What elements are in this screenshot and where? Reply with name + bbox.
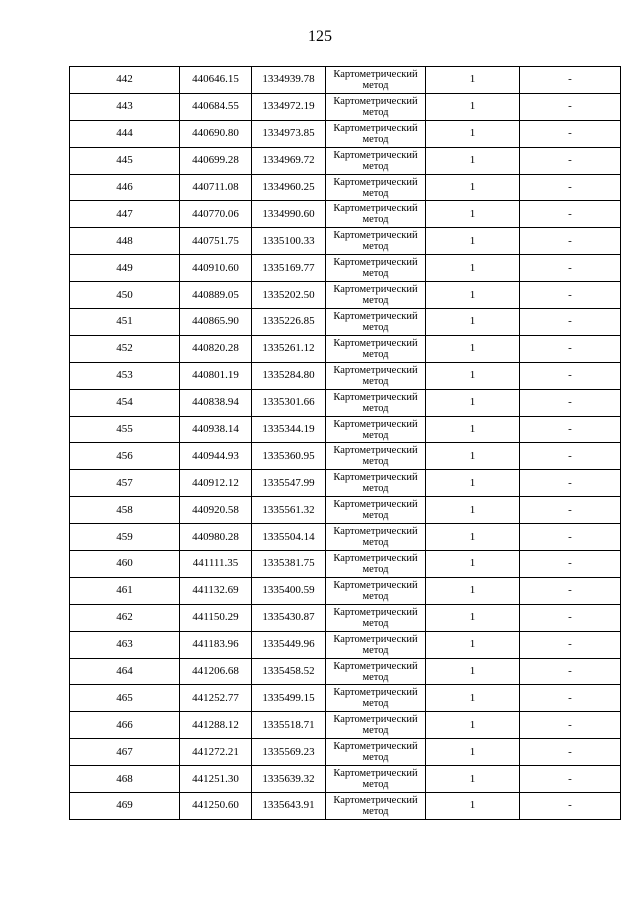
y-coordinate-cell: 1334990.60	[252, 201, 326, 228]
x-coordinate-cell: 440690.80	[180, 120, 252, 147]
method-cell: Картометрический метод	[326, 524, 426, 551]
method-cell: Картометрический метод	[326, 228, 426, 255]
note-cell: -	[520, 577, 621, 604]
method-cell: Картометрический метод	[326, 93, 426, 120]
note-cell: -	[520, 658, 621, 685]
x-coordinate-cell: 441132.69	[180, 577, 252, 604]
note-cell: -	[520, 174, 621, 201]
method-cell: Картометрический метод	[326, 551, 426, 578]
x-coordinate-cell: 440910.60	[180, 255, 252, 282]
note-cell: -	[520, 604, 621, 631]
count-cell: 1	[426, 470, 520, 497]
count-cell: 1	[426, 174, 520, 201]
y-coordinate-cell: 1335284.80	[252, 362, 326, 389]
count-cell: 1	[426, 766, 520, 793]
method-cell: Картометрический метод	[326, 631, 426, 658]
x-coordinate-cell: 440646.15	[180, 67, 252, 94]
note-cell: -	[520, 766, 621, 793]
method-cell: Картометрический метод	[326, 201, 426, 228]
count-cell: 1	[426, 739, 520, 766]
x-coordinate-cell: 440920.58	[180, 497, 252, 524]
method-cell: Картометрический метод	[326, 470, 426, 497]
count-cell: 1	[426, 497, 520, 524]
table-row	[70, 147, 621, 174]
method-cell: Картометрический метод	[326, 604, 426, 631]
method-cell: Картометрический метод	[326, 685, 426, 712]
x-coordinate-cell: 440699.28	[180, 147, 252, 174]
count-cell: 1	[426, 67, 520, 94]
point-number-cell: 464	[70, 658, 180, 685]
table-row	[70, 309, 621, 336]
note-cell: -	[520, 120, 621, 147]
table-row	[70, 67, 621, 94]
table-row	[70, 551, 621, 578]
count-cell: 1	[426, 201, 520, 228]
count-cell: 1	[426, 416, 520, 443]
y-coordinate-cell: 1335301.66	[252, 389, 326, 416]
table-row	[70, 362, 621, 389]
method-cell: Картометрический метод	[326, 416, 426, 443]
note-cell: -	[520, 362, 621, 389]
x-coordinate-cell: 440751.75	[180, 228, 252, 255]
count-cell: 1	[426, 93, 520, 120]
point-number-cell: 454	[70, 389, 180, 416]
x-coordinate-cell: 440865.90	[180, 309, 252, 336]
x-coordinate-cell: 440711.08	[180, 174, 252, 201]
count-cell: 1	[426, 551, 520, 578]
method-cell: Картометрический метод	[326, 282, 426, 309]
table-row	[70, 282, 621, 309]
note-cell: -	[520, 228, 621, 255]
x-coordinate-cell: 441206.68	[180, 658, 252, 685]
count-cell: 1	[426, 255, 520, 282]
point-number-cell: 447	[70, 201, 180, 228]
x-coordinate-cell: 441252.77	[180, 685, 252, 712]
count-cell: 1	[426, 120, 520, 147]
table-row	[70, 255, 621, 282]
table-row	[70, 739, 621, 766]
table-row	[70, 228, 621, 255]
y-coordinate-cell: 1335344.19	[252, 416, 326, 443]
point-number-cell: 442	[70, 67, 180, 94]
note-cell: -	[520, 685, 621, 712]
point-number-cell: 467	[70, 739, 180, 766]
count-cell: 1	[426, 604, 520, 631]
table-body	[70, 67, 621, 820]
y-coordinate-cell: 1335639.32	[252, 766, 326, 793]
table-row	[70, 497, 621, 524]
y-coordinate-cell: 1335643.91	[252, 793, 326, 820]
note-cell: -	[520, 147, 621, 174]
note-cell: -	[520, 497, 621, 524]
x-coordinate-cell: 440684.55	[180, 93, 252, 120]
method-cell: Картометрический метод	[326, 389, 426, 416]
point-number-cell: 452	[70, 335, 180, 362]
point-number-cell: 443	[70, 93, 180, 120]
y-coordinate-cell: 1335458.52	[252, 658, 326, 685]
count-cell: 1	[426, 335, 520, 362]
point-number-cell: 462	[70, 604, 180, 631]
count-cell: 1	[426, 524, 520, 551]
method-cell: Картометрический метод	[326, 658, 426, 685]
x-coordinate-cell: 441288.12	[180, 712, 252, 739]
y-coordinate-cell: 1334973.85	[252, 120, 326, 147]
x-coordinate-cell: 440770.06	[180, 201, 252, 228]
y-coordinate-cell: 1334960.25	[252, 174, 326, 201]
note-cell: -	[520, 631, 621, 658]
method-cell: Картометрический метод	[326, 739, 426, 766]
y-coordinate-cell: 1335360.95	[252, 443, 326, 470]
point-number-cell: 459	[70, 524, 180, 551]
count-cell: 1	[426, 228, 520, 255]
note-cell: -	[520, 470, 621, 497]
x-coordinate-cell: 440838.94	[180, 389, 252, 416]
note-cell: -	[520, 551, 621, 578]
table-row	[70, 712, 621, 739]
method-cell: Картометрический метод	[326, 309, 426, 336]
page-number: 125	[308, 28, 332, 45]
point-number-cell: 456	[70, 443, 180, 470]
point-number-cell: 457	[70, 470, 180, 497]
y-coordinate-cell: 1335504.14	[252, 524, 326, 551]
point-number-cell: 453	[70, 362, 180, 389]
method-cell: Картометрический метод	[326, 712, 426, 739]
y-coordinate-cell: 1335261.12	[252, 335, 326, 362]
point-number-cell: 449	[70, 255, 180, 282]
x-coordinate-cell: 440801.19	[180, 362, 252, 389]
x-coordinate-cell: 441150.29	[180, 604, 252, 631]
x-coordinate-cell: 441251.30	[180, 766, 252, 793]
x-coordinate-cell: 440820.28	[180, 335, 252, 362]
point-number-cell: 463	[70, 631, 180, 658]
note-cell: -	[520, 201, 621, 228]
count-cell: 1	[426, 362, 520, 389]
note-cell: -	[520, 309, 621, 336]
count-cell: 1	[426, 309, 520, 336]
count-cell: 1	[426, 389, 520, 416]
table-row	[70, 443, 621, 470]
x-coordinate-cell: 440912.12	[180, 470, 252, 497]
method-cell: Картометрический метод	[326, 362, 426, 389]
table-row	[70, 793, 621, 820]
count-cell: 1	[426, 443, 520, 470]
count-cell: 1	[426, 685, 520, 712]
x-coordinate-cell: 441272.21	[180, 739, 252, 766]
y-coordinate-cell: 1335430.87	[252, 604, 326, 631]
table-row	[70, 120, 621, 147]
y-coordinate-cell: 1335381.75	[252, 551, 326, 578]
note-cell: -	[520, 712, 621, 739]
y-coordinate-cell: 1335561.32	[252, 497, 326, 524]
point-number-cell: 461	[70, 577, 180, 604]
point-number-cell: 446	[70, 174, 180, 201]
point-number-cell: 445	[70, 147, 180, 174]
method-cell: Картометрический метод	[326, 147, 426, 174]
count-cell: 1	[426, 793, 520, 820]
y-coordinate-cell: 1335169.77	[252, 255, 326, 282]
point-number-cell: 450	[70, 282, 180, 309]
method-cell: Картометрический метод	[326, 255, 426, 282]
point-number-cell: 451	[70, 309, 180, 336]
note-cell: -	[520, 67, 621, 94]
count-cell: 1	[426, 658, 520, 685]
point-number-cell: 455	[70, 416, 180, 443]
method-cell: Картометрический метод	[326, 120, 426, 147]
method-cell: Картометрический метод	[326, 497, 426, 524]
count-cell: 1	[426, 577, 520, 604]
table-row	[70, 174, 621, 201]
table-row	[70, 631, 621, 658]
x-coordinate-cell: 441250.60	[180, 793, 252, 820]
point-number-cell: 465	[70, 685, 180, 712]
count-cell: 1	[426, 282, 520, 309]
y-coordinate-cell: 1335499.15	[252, 685, 326, 712]
point-number-cell: 466	[70, 712, 180, 739]
count-cell: 1	[426, 712, 520, 739]
method-cell: Картометрический метод	[326, 577, 426, 604]
note-cell: -	[520, 416, 621, 443]
table-row	[70, 93, 621, 120]
count-cell: 1	[426, 631, 520, 658]
coordinates-table	[69, 66, 621, 820]
note-cell: -	[520, 739, 621, 766]
method-cell: Картометрический метод	[326, 335, 426, 362]
y-coordinate-cell: 1335547.99	[252, 470, 326, 497]
y-coordinate-cell: 1335518.71	[252, 712, 326, 739]
note-cell: -	[520, 443, 621, 470]
method-cell: Картометрический метод	[326, 766, 426, 793]
note-cell: -	[520, 793, 621, 820]
y-coordinate-cell: 1335226.85	[252, 309, 326, 336]
count-cell: 1	[426, 147, 520, 174]
y-coordinate-cell: 1335100.33	[252, 228, 326, 255]
table-row	[70, 470, 621, 497]
note-cell: -	[520, 255, 621, 282]
x-coordinate-cell: 440944.93	[180, 443, 252, 470]
table-row	[70, 658, 621, 685]
note-cell: -	[520, 524, 621, 551]
method-cell: Картометрический метод	[326, 443, 426, 470]
table-row	[70, 416, 621, 443]
y-coordinate-cell: 1335202.50	[252, 282, 326, 309]
point-number-cell: 444	[70, 120, 180, 147]
point-number-cell: 468	[70, 766, 180, 793]
point-number-cell: 469	[70, 793, 180, 820]
point-number-cell: 458	[70, 497, 180, 524]
note-cell: -	[520, 389, 621, 416]
x-coordinate-cell: 440980.28	[180, 524, 252, 551]
y-coordinate-cell: 1335569.23	[252, 739, 326, 766]
table-row	[70, 335, 621, 362]
table-row	[70, 577, 621, 604]
table-row	[70, 201, 621, 228]
y-coordinate-cell: 1335449.96	[252, 631, 326, 658]
y-coordinate-cell: 1334972.19	[252, 93, 326, 120]
y-coordinate-cell: 1334969.72	[252, 147, 326, 174]
y-coordinate-cell: 1334939.78	[252, 67, 326, 94]
x-coordinate-cell: 441111.35	[180, 551, 252, 578]
x-coordinate-cell: 440938.14	[180, 416, 252, 443]
y-coordinate-cell: 1335400.59	[252, 577, 326, 604]
note-cell: -	[520, 335, 621, 362]
point-number-cell: 460	[70, 551, 180, 578]
table-row	[70, 766, 621, 793]
table-row	[70, 389, 621, 416]
x-coordinate-cell: 440889.05	[180, 282, 252, 309]
method-cell: Картометрический метод	[326, 67, 426, 94]
point-number-cell: 448	[70, 228, 180, 255]
table-row	[70, 685, 621, 712]
table-row	[70, 524, 621, 551]
table-row	[70, 604, 621, 631]
note-cell: -	[520, 282, 621, 309]
x-coordinate-cell: 441183.96	[180, 631, 252, 658]
method-cell: Картометрический метод	[326, 793, 426, 820]
note-cell: -	[520, 93, 621, 120]
method-cell: Картометрический метод	[326, 174, 426, 201]
